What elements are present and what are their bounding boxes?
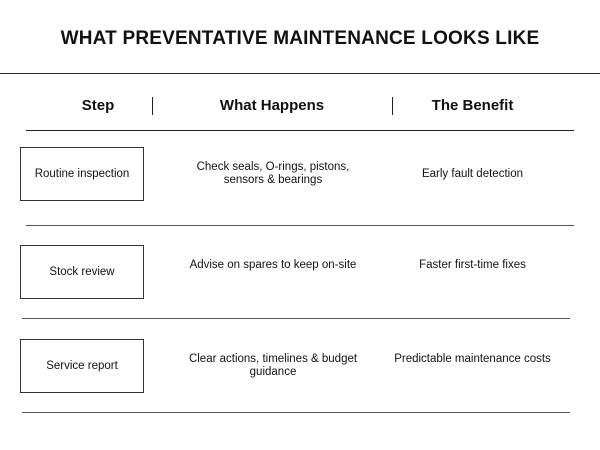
header-divider <box>26 130 574 131</box>
step-box-stock-review: Stock review <box>20 245 144 299</box>
what-happens-cell: Advise on spares to keep on-site <box>189 259 357 271</box>
page-title: WHAT PREVENTATIVE MAINTENANCE LOOKS LIKE <box>60 28 540 49</box>
row-divider <box>22 412 570 413</box>
column-separator <box>152 97 153 115</box>
row-divider <box>26 225 574 226</box>
what-happens-cell: Check seals, O-rings, pistons, sensors & bearings <box>196 161 350 186</box>
benefit-cell: Predictable maintenance costs <box>394 353 551 365</box>
title-divider <box>0 73 600 74</box>
column-header-what-happens: What Happens <box>219 97 325 114</box>
row-divider <box>22 318 570 319</box>
benefit-cell: Faster first-time fixes <box>419 259 526 271</box>
column-header-benefit: The Benefit <box>431 97 514 114</box>
step-box-routine-inspection: Routine inspection <box>20 147 144 201</box>
column-separator <box>392 97 393 115</box>
step-box-service-report: Service report <box>20 339 144 393</box>
what-happens-cell: Clear actions, timelines & budget guidance <box>188 353 358 378</box>
benefit-cell: Early fault detection <box>421 167 523 180</box>
column-header-step: Step <box>81 97 115 114</box>
